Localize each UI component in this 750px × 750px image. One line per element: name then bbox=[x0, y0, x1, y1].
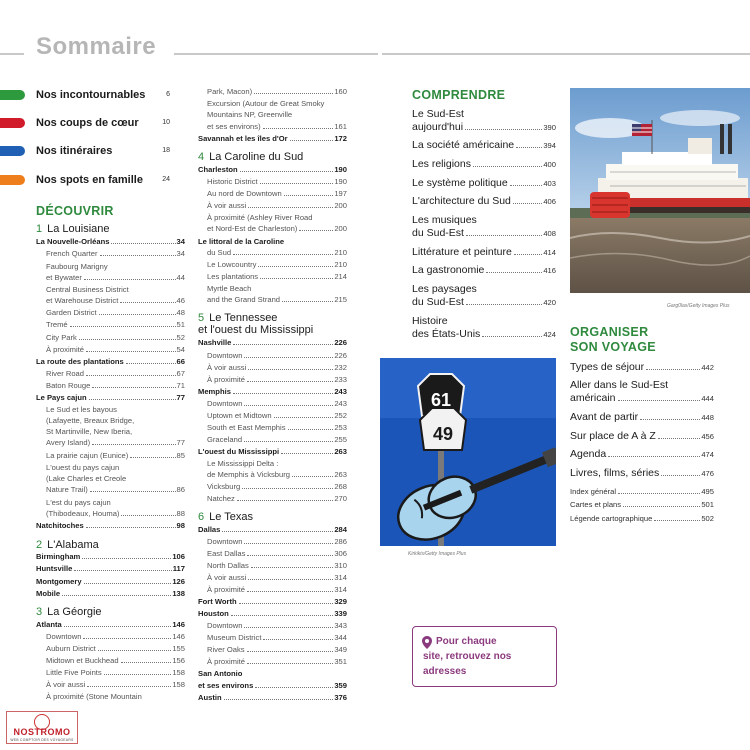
toc-line: Le Sud-Est bbox=[412, 108, 464, 120]
toc-entry[interactable]: À proximité 314 bbox=[207, 585, 347, 594]
header-rule-middle bbox=[174, 53, 378, 55]
highlight-incontournables[interactable] bbox=[0, 89, 170, 103]
toc-entry[interactable]: Austin 376 bbox=[198, 693, 347, 702]
highlight-coups-de-coeur[interactable] bbox=[0, 117, 170, 131]
toc-entry[interactable]: À proximité 351 bbox=[207, 657, 347, 666]
toc-entry[interactable]: Vicksburg 268 bbox=[207, 482, 347, 491]
toc-entry[interactable]: Downtown 226 bbox=[207, 351, 347, 360]
page-title: Sommaire bbox=[36, 33, 157, 60]
toc-entry[interactable]: Park, Macon) 160 bbox=[207, 87, 347, 96]
poi-line: Pour chaque bbox=[436, 636, 497, 647]
toc-entry[interactable]: L'ouest du Mississippi 263 bbox=[198, 447, 347, 456]
section-louisiane[interactable]: 1 La Louisiane bbox=[36, 223, 110, 235]
toc-line: Faubourg Marigny bbox=[46, 262, 108, 271]
toc-entry[interactable]: Types de séjour 442 bbox=[570, 361, 714, 373]
toc-entry[interactable]: Sur place de A à Z 456 bbox=[570, 430, 714, 442]
toc-entry[interactable]: Auburn District 155 bbox=[46, 644, 185, 653]
toc-line: L'est du pays cajun bbox=[46, 498, 111, 507]
toc-line: Mountains NP, Greenville bbox=[207, 110, 293, 119]
steamboat-photo bbox=[570, 88, 750, 293]
header-rule-left bbox=[0, 53, 24, 55]
toc-entry[interactable]: L'architecture du Sud 406 bbox=[412, 195, 556, 207]
section-tennessee-line2: et l'ouest du Mississippi bbox=[198, 324, 314, 336]
section-tennessee[interactable]: 5 Le Tennessee bbox=[198, 312, 278, 324]
toc-entry[interactable]: Fort Worth 329 bbox=[198, 597, 347, 606]
toc-line: Le Sud et les bayous bbox=[46, 405, 117, 414]
toc-entry[interactable]: Houston 339 bbox=[198, 609, 347, 618]
nostromo-logo: NOSTROMO WEB COMPTOIR DES VOYAGEURS bbox=[6, 711, 78, 744]
toc-line: Myrtle Beach bbox=[207, 284, 252, 293]
toc-entry[interactable]: du Sud 210 bbox=[207, 248, 347, 257]
sign-photo-credit: Kirkikis/Getty Images Plus bbox=[408, 551, 467, 557]
toc-entry[interactable]: (Thibodeaux, Houma) 88 bbox=[46, 509, 185, 518]
section-georgie[interactable]: 3 La Géorgie bbox=[36, 606, 102, 618]
toc-entry[interactable]: Tremé 51 bbox=[46, 320, 185, 329]
toc-line: Excursion (Autour de Great Smoky bbox=[207, 99, 325, 108]
toc-entry[interactable]: Le système politique 403 bbox=[412, 177, 556, 189]
toc-entry[interactable]: et ses environs) 161 bbox=[207, 122, 347, 131]
toc-entry[interactable]: Littérature et peinture 414 bbox=[412, 246, 556, 258]
toc-entry[interactable]: À voir aussi 232 bbox=[207, 363, 347, 372]
toc-entry[interactable]: Downtown 343 bbox=[207, 621, 347, 630]
toc-entry[interactable]: Downtown 243 bbox=[207, 399, 347, 408]
toc-entry[interactable]: Downtown 286 bbox=[207, 537, 347, 546]
toc-entry[interactable]: Le Lowcountry 210 bbox=[207, 260, 347, 269]
comprendre-heading: COMPRENDRE bbox=[412, 88, 506, 102]
route-49-label: 49 bbox=[432, 424, 454, 444]
section-caroline-du-sud[interactable]: 4 La Caroline du Sud bbox=[198, 151, 304, 163]
toc-entry[interactable]: Dallas 284 bbox=[198, 525, 347, 534]
highlight-spots-famille[interactable] bbox=[0, 174, 170, 188]
decouvrir-heading: DÉCOUVRIR bbox=[36, 204, 114, 218]
toc-entry[interactable]: East Dallas 306 bbox=[207, 549, 347, 558]
toc-line: Le Mississippi Delta : bbox=[207, 459, 279, 468]
toc-entry[interactable]: Birmingham 106 bbox=[36, 552, 185, 561]
highway-61-49-photo bbox=[380, 358, 556, 546]
toc-entry[interactable]: Agenda 474 bbox=[570, 448, 714, 460]
toc-entry[interactable]: Légende cartographique 502 bbox=[570, 514, 714, 523]
toc-entry[interactable]: aujourd'hui 390 bbox=[412, 121, 556, 133]
highlight-title: Nos coups de cœur bbox=[36, 117, 139, 129]
toc-entry[interactable]: Uptown et Midtown 252 bbox=[207, 411, 347, 420]
header-rule-right bbox=[382, 53, 750, 55]
toc-line: San Antonio bbox=[198, 669, 243, 678]
highlight-itineraires[interactable] bbox=[0, 145, 170, 159]
toc-entry[interactable]: et Warehouse District 46 bbox=[46, 296, 185, 305]
toc-entry[interactable]: and the Grand Strand 215 bbox=[207, 295, 347, 304]
toc-line: À proximité (Stone Mountain bbox=[46, 692, 142, 701]
toc-entry[interactable]: Baton Rouge 71 bbox=[46, 381, 185, 390]
toc-entry[interactable]: Atlanta 146 bbox=[36, 620, 185, 629]
toc-entry[interactable]: Avant de partir 448 bbox=[570, 411, 714, 423]
toc-entry[interactable]: River Oaks 349 bbox=[207, 645, 347, 654]
toc-line: Central Business District bbox=[46, 285, 129, 294]
poi-line: site, retrouvez nos bbox=[423, 651, 512, 662]
highlight-page: 10 bbox=[162, 119, 170, 126]
toc-line: À proximité (Ashley River Road bbox=[207, 213, 313, 222]
toc-entry[interactable]: À voir aussi 314 bbox=[207, 573, 347, 582]
toc-entry[interactable]: Au nord de Downtown 197 bbox=[207, 189, 347, 198]
toc-entry[interactable]: Downtown 146 bbox=[46, 632, 185, 641]
toc-entry[interactable]: À voir aussi 158 bbox=[46, 680, 185, 689]
map-pin-icon bbox=[422, 636, 432, 649]
toc-entry[interactable]: Mobile 138 bbox=[36, 589, 185, 598]
toc-entry[interactable]: La route des plantations 66 bbox=[36, 357, 185, 366]
toc-line: Les paysages bbox=[412, 283, 477, 295]
toc-entry[interactable]: Avery Island) 77 bbox=[46, 438, 185, 447]
toc-entry[interactable]: et Nord-Est de Charleston) 200 bbox=[207, 224, 347, 233]
toc-entry[interactable]: Midtown et Buckhead 156 bbox=[46, 656, 185, 665]
toc-entry[interactable]: À proximité 233 bbox=[207, 375, 347, 384]
toc-entry[interactable]: South et East Memphis 253 bbox=[207, 423, 347, 432]
toc-entry[interactable]: La Nouvelle-Orléans 34 bbox=[36, 237, 185, 246]
toc-entry[interactable]: Museum District 344 bbox=[207, 633, 347, 642]
toc-entry[interactable]: Natchitoches 98 bbox=[36, 521, 185, 530]
toc-entry[interactable]: Savannah et les îles d'Or 172 bbox=[198, 134, 347, 143]
toc-entry[interactable]: Livres, films, séries 476 bbox=[570, 467, 714, 479]
toc-entry[interactable]: Le Pays cajun 77 bbox=[36, 393, 185, 402]
blue-marker bbox=[0, 146, 25, 156]
highlight-title: Nos incontournables bbox=[36, 89, 146, 101]
toc-entry[interactable]: et Bywater 44 bbox=[46, 273, 185, 282]
toc-entry[interactable]: Cartes et plans 501 bbox=[570, 500, 714, 509]
toc-entry[interactable]: North Dallas 310 bbox=[207, 561, 347, 570]
toc-line: St Martinville, New Iberia, bbox=[46, 427, 133, 436]
toc-entry[interactable]: Graceland 255 bbox=[207, 435, 347, 444]
toc-entry[interactable]: Charleston 190 bbox=[198, 165, 347, 174]
toc-entry[interactable]: américain 444 bbox=[570, 392, 714, 404]
toc-entry[interactable]: Historic District 190 bbox=[207, 177, 347, 186]
toc-entry[interactable]: Natchez 270 bbox=[207, 494, 347, 503]
toc-entry[interactable]: Index général 495 bbox=[570, 487, 714, 496]
section-texas[interactable]: 6 Le Texas bbox=[198, 511, 253, 523]
poi-line: adresses bbox=[423, 665, 467, 677]
toc-entry[interactable]: La gastronomie 416 bbox=[412, 264, 556, 276]
highlight-title: Nos itinéraires bbox=[36, 145, 113, 157]
toc-entry[interactable]: La prairie cajun (Eunice) 85 bbox=[46, 451, 185, 460]
toc-entry[interactable]: Huntsville 117 bbox=[36, 564, 185, 573]
toc-entry[interactable]: du Sud-Est 408 bbox=[412, 227, 556, 239]
organiser-heading-line2: SON VOYAGE bbox=[570, 340, 656, 354]
toc-line: Le littoral de la Caroline bbox=[198, 237, 285, 246]
toc-entry[interactable]: La société américaine 394 bbox=[412, 139, 556, 151]
highlight-title: Nos spots en famille bbox=[36, 174, 143, 186]
toc-entry[interactable]: Garden District 48 bbox=[46, 308, 185, 317]
highlight-page: 24 bbox=[162, 176, 170, 183]
toc-entry[interactable]: French Quarter 34 bbox=[46, 249, 185, 258]
green-marker bbox=[0, 90, 25, 100]
toc-entry[interactable]: de Memphis à Vicksburg 263 bbox=[207, 470, 347, 479]
toc-entry[interactable]: À voir aussi 200 bbox=[207, 201, 347, 210]
orange-marker bbox=[0, 175, 25, 185]
route-61-label: 61 bbox=[430, 390, 452, 410]
section-alabama[interactable]: 2 L'Alabama bbox=[36, 539, 99, 551]
steamboat-photo-credit: Garg0las/Getty Images Plus bbox=[667, 303, 730, 309]
toc-line: Les musiques bbox=[412, 214, 477, 226]
highlight-page: 6 bbox=[166, 91, 170, 98]
toc-line: (Lafayette, Breaux Bridge, bbox=[46, 416, 135, 425]
toc-entry[interactable]: Les plantations 214 bbox=[207, 272, 347, 281]
toc-entry[interactable]: des États-Unis 424 bbox=[412, 328, 556, 340]
toc-entry[interactable]: River Road 67 bbox=[46, 369, 185, 378]
toc-line: L'ouest du pays cajun bbox=[46, 463, 120, 472]
toc-entry[interactable]: À proximité 54 bbox=[46, 345, 185, 354]
toc-entry[interactable]: Nashville 226 bbox=[198, 338, 347, 347]
toc-entry[interactable]: Memphis 243 bbox=[198, 387, 347, 396]
toc-entry[interactable]: Montgomery 126 bbox=[36, 577, 185, 586]
organiser-heading: ORGANISER bbox=[570, 325, 649, 339]
toc-entry[interactable]: City Park 52 bbox=[46, 333, 185, 342]
toc-entry[interactable]: et ses environs 359 bbox=[198, 681, 347, 690]
toc-entry[interactable]: Les religions 400 bbox=[412, 158, 556, 170]
toc-line: Histoire bbox=[412, 315, 448, 327]
highlight-page: 18 bbox=[162, 147, 170, 154]
toc-entry[interactable]: du Sud-Est 420 bbox=[412, 296, 556, 308]
address-info-box bbox=[412, 626, 557, 687]
toc-entry[interactable]: Nature Trail) 86 bbox=[46, 485, 185, 494]
toc-entry[interactable]: Little Five Points 158 bbox=[46, 668, 185, 677]
toc-line: (Lake Charles et Creole bbox=[46, 474, 127, 483]
red-marker bbox=[0, 118, 25, 128]
toc-line: Aller dans le Sud-Est bbox=[570, 379, 669, 391]
